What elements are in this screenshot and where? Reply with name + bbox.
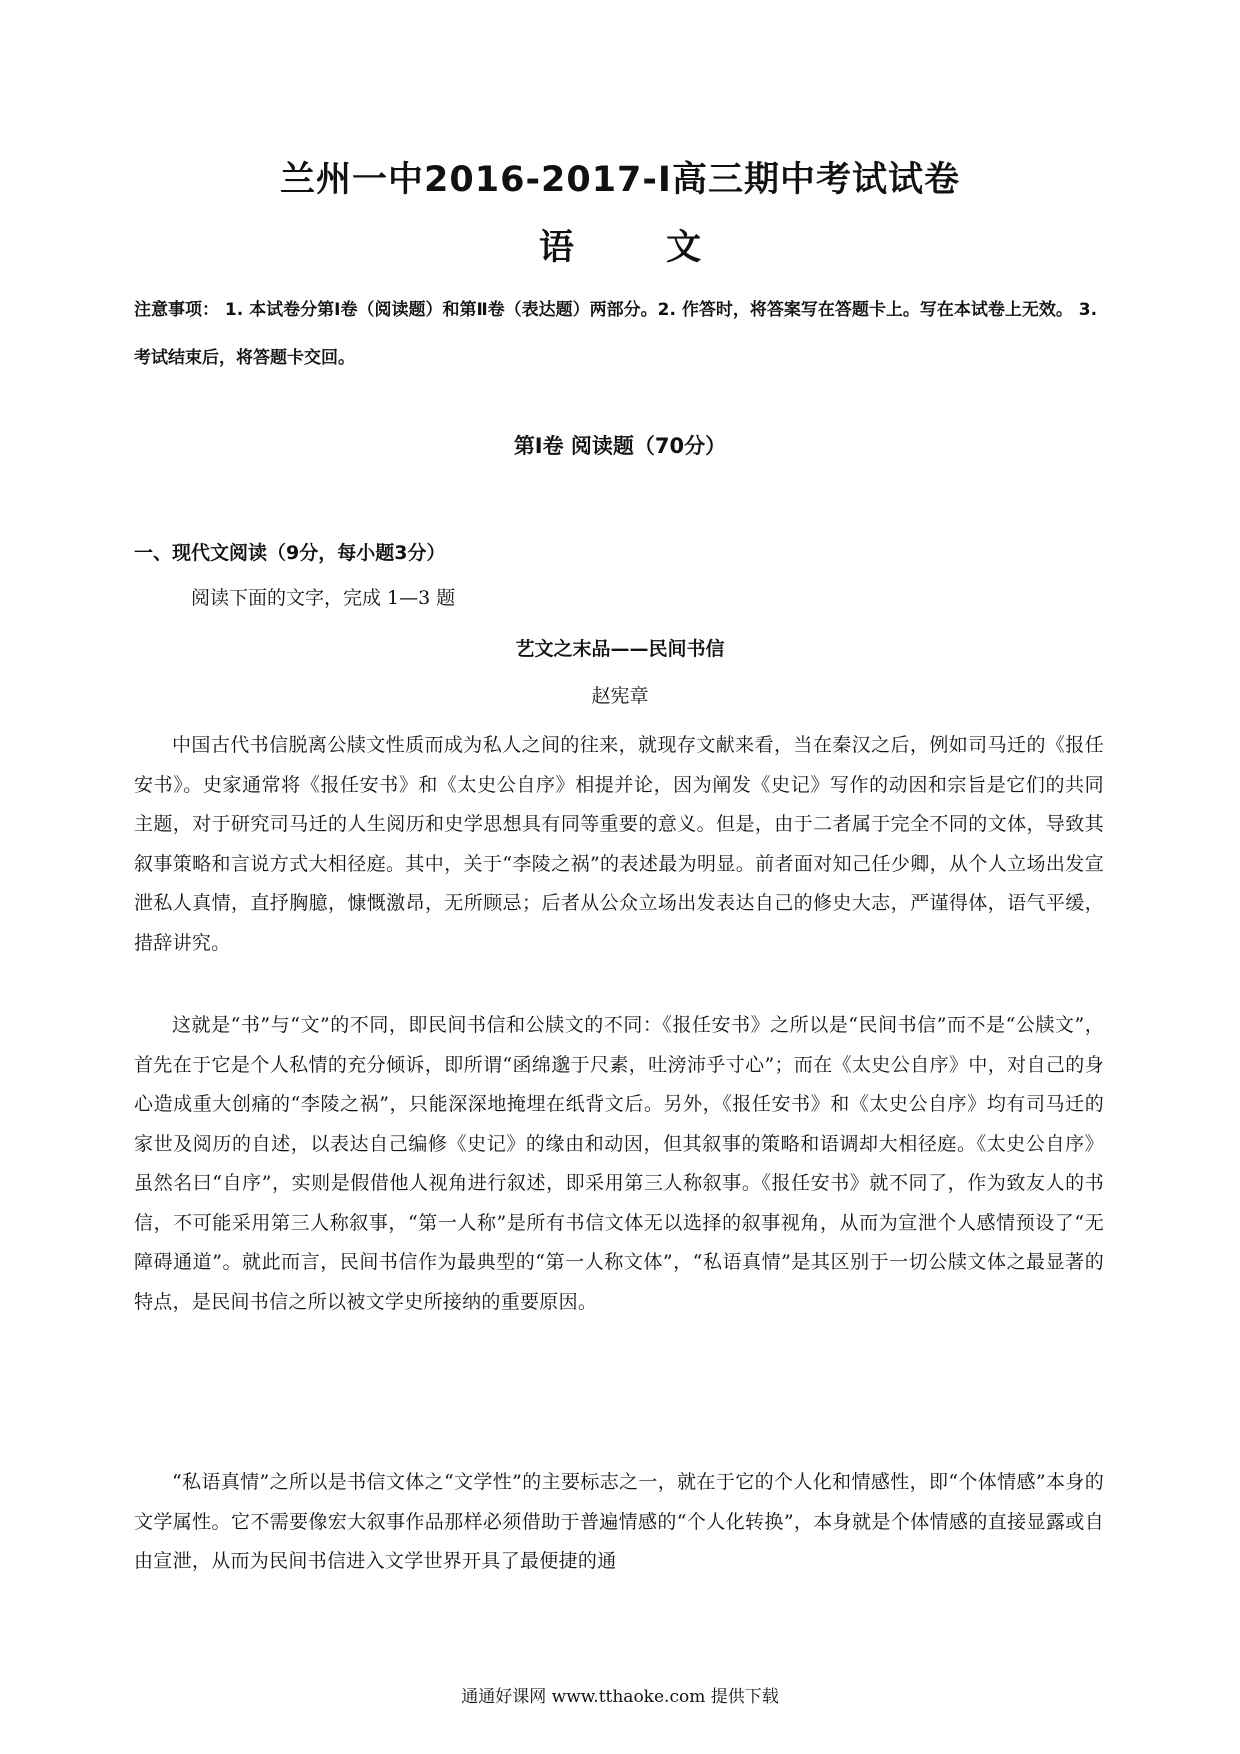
- part-heading: 一、现代文阅读（9分，每小题3分）: [134, 542, 446, 564]
- article-title: 艺文之末品——民间书信: [515, 638, 725, 660]
- exam-title: 兰州一中2016-2017-Ⅰ高三期中考试试卷: [280, 160, 960, 200]
- page-footer: 通通好课网 www.tthaoke.com 提供下载: [461, 1687, 779, 1707]
- article-paragraph: 中国古代书信脱离公牍文性质而成为私人之间的往来，就现存文献来看，当在秦汉之后，例如司马迁的《报任安书》。史家通常将《报任安书》和《太史公自序》相提并论，因为阐发《史记》写作的动因和宗旨是它们的共同主题，对于研究司马迁的人生阅历和史学思想具有同等重要的意义。但是，由于二者属于完全不同的文体，导致其叙事策略和言说方式大相径庭。其中，关于“李陵之祸”的表述最为明显。前者面对知己任少卿，从个人立场出发宣泄私人真情，直抒胸臆，慷慨激昂，无所顾忌；后者从公众立场出发表达自己的修史大志，严谨得体，语气平缓，措辞讲究。: [134, 734, 1104, 954]
- section-title: 第Ⅰ卷 阅读题（70分）: [513, 434, 727, 458]
- article-author: 赵宪章: [591, 685, 649, 707]
- subject-title: 语 文: [538, 228, 702, 268]
- exam-notice: 注意事项： 1. 本试卷分第Ⅰ卷（阅读题）和第Ⅱ卷（表达题）两部分。2. 作答时，将答案写在答题卡上。写在本试卷上无效。 3. 考试结束后，将答题卡交回。: [134, 300, 1098, 368]
- article-paragraph: “私语真情”之所以是书信文体之“文学性”的主要标志之一，就在于它的个人化和情感性，即“个体情感”本身的文学属性。它不需要像宏大叙事作品那样必须借助于普遍情感的“个人化转换”，本身就是个体情感的直接显露或自由宣泄，从而为民间书信进入文学世界开具了最便捷的通: [134, 1471, 1104, 1572]
- article-paragraph: 这就是“书”与“文”的不同，即民间书信和公牍文的不同：《报任安书》之所以是“民间书信”而不是“公牍文”，首先在于它是个人私情的充分倾诉，即所谓“函绵邈于尺素，吐滂沛乎寸心”；而在《太史公自序》中，对自己的身心造成重大创痛的“李陵之祸”，只能深深地掩埋在纸背文后。另外，《报任安书》和《太史公自序》均有司马迁的家世及阅历的自述，以表达自己编修《史记》的缘由和动因，但其叙事的策略和语调却大相径庭。《太史公自序》虽然名曰“自序”，实则是假借他人视角进行叙述，即采用第三人称叙事。《报任安书》就不同了，作为致友人的书信，不可能采用第三人称叙事，“第一人称”是所有书信文体无以选择的叙事视角，从而为宣泄个人感情预设了“无障碍通道”。就此而言，民间书信作为最典型的“第一人称文体”，“私语真情”是其区别于一切公牍文体之最显著的特点，是民间书信之所以被文学史所接纳的重要原因。: [134, 1014, 1104, 1313]
- reading-instruction: 阅读下面的文字，完成 1—3 题: [191, 587, 456, 609]
